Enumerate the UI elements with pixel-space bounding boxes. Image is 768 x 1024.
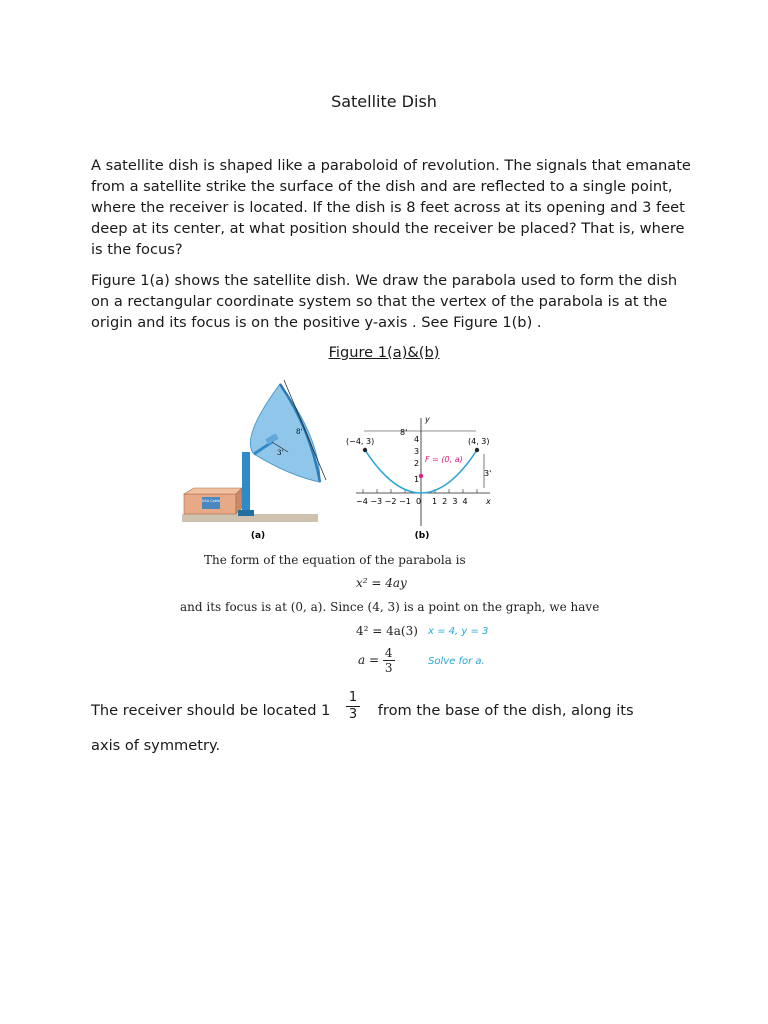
y-tick-3: 3 [414, 447, 420, 456]
figure-description-paragraph: Figure 1(a) shows the satellite dish. We draw the parabola used to form the dish on a rectangular coordinate system so that the vertex of the parabola is at the origin and its focus is on the positive y-axis . See Figure 1(b) . [91, 272, 678, 331]
x-tick-labels-positive: 1 2 3 4 [432, 497, 468, 506]
math-eq-2-note: x = 4, y = 3 [428, 626, 489, 637]
point-left-label: (−4, 3) [346, 437, 375, 446]
origin-label: 0 [416, 497, 422, 506]
y-tick-2: 2 [414, 459, 420, 468]
graph-width-label: 8' [400, 428, 408, 437]
page-title: Satellite Dish [331, 92, 437, 111]
conclusion-line-2: axis of symmetry. [91, 737, 221, 754]
dish-pole [242, 452, 250, 516]
y-axis-label: y [425, 415, 430, 424]
point-right-label: (4, 3) [468, 437, 490, 446]
satellite-dish [250, 380, 326, 482]
label-b: (b) [414, 531, 430, 541]
math-eq-3-note: Solve for a. [428, 656, 485, 667]
x-axis-label: x [486, 497, 491, 506]
svg-text:8': 8' [296, 428, 303, 436]
y-tick-4: 4 [414, 435, 420, 444]
y-tick-1: 1 [414, 475, 420, 484]
focus-label: F = (0, a) [425, 455, 463, 464]
math-line-1: The form of the equation of the parabola is [204, 553, 466, 567]
math-eq-2: 4² = 4a(3) [356, 624, 418, 638]
focus-point [419, 474, 423, 478]
math-eq-3-fraction: $\frac{4}{3}$ [384, 646, 393, 675]
math-line-2: and its focus is at (0, a). Since (4, 3) is a point on the graph, we have [180, 600, 600, 614]
svg-text:3': 3' [277, 449, 284, 457]
cable-box [184, 488, 242, 514]
figure-1 [180, 378, 510, 552]
label-a: (a) [250, 531, 266, 541]
intro-paragraph: A satellite dish is shaped like a paraboloid of revolution. The signals that emanate from a satellite strike the surface of the dish and are reflected to a single point, where the receiver is located. If the dish is 8 feet across at its opening and 3 feet deep at its center, at what position should the receiver be placed? That is, where is the focus? [91, 157, 691, 258]
x-tick-labels-negative: −4 −3 −2 −1 [356, 497, 411, 506]
point-right [475, 448, 479, 452]
figure-caption: Figure 1(a)&(b) [328, 344, 440, 361]
parabola-graph [346, 415, 491, 526]
conclusion-fraction: 1 3 [346, 690, 360, 723]
graph-depth-label: 3' [484, 469, 492, 478]
math-eq-3: a = $\frac{4}{3}$ [358, 646, 393, 675]
math-eq-1: x² = 4ay [356, 576, 407, 590]
figure-illustration [180, 378, 510, 548]
conclusion-line-1: The receiver should be located 1 from the base of the dish, along its [91, 702, 634, 719]
box-text: USA Cable [201, 499, 221, 503]
point-left [363, 448, 367, 452]
